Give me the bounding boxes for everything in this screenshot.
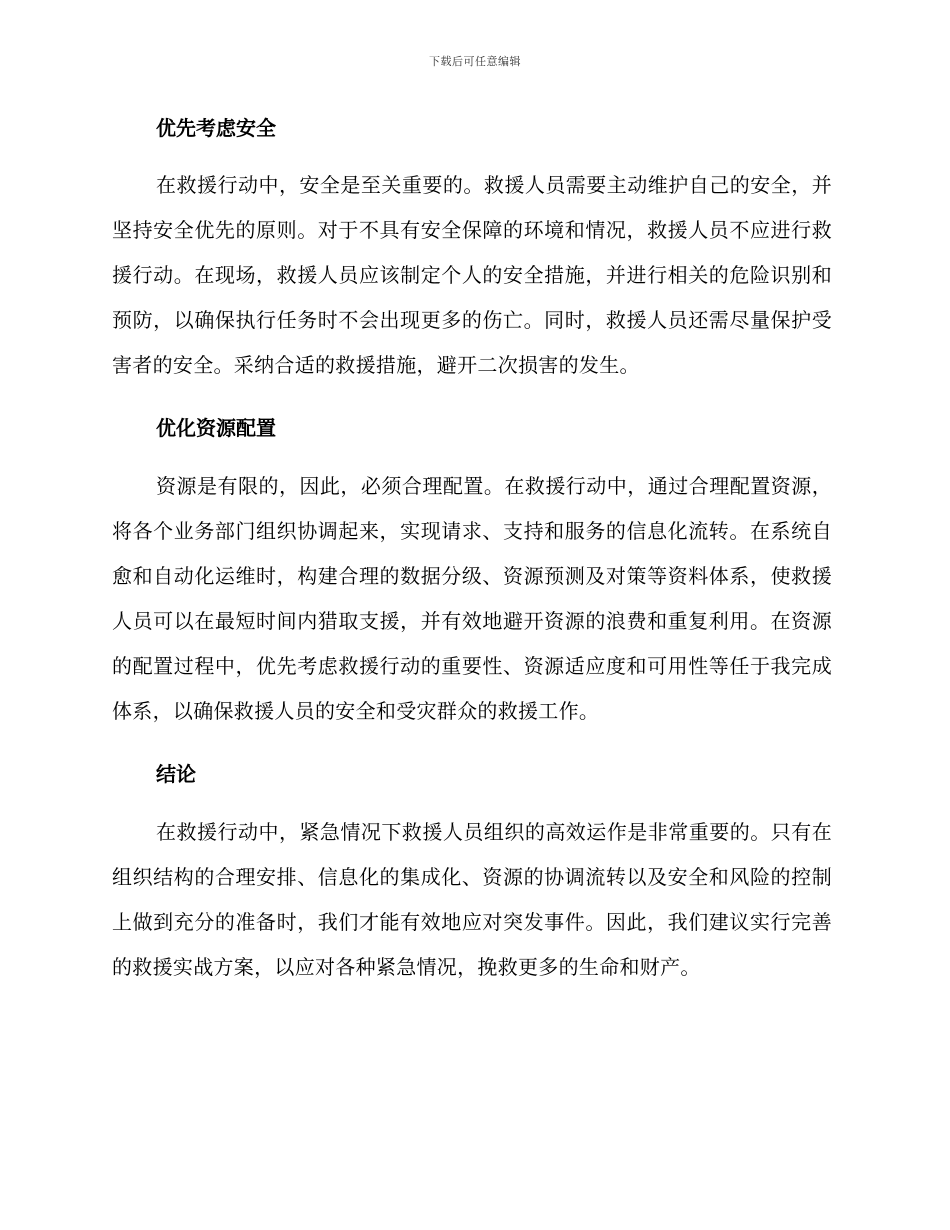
header-note: 下载后可任意编辑 [429, 55, 521, 68]
document-body [112, 110, 832, 990]
section-paragraph-conclusion: 在救援行动中，紧急情况下救援人员组织的高效运作是非常重要的。只有在组织结构的合理安排、信息化的集成化、资源的协调流转以及安全和风险的控制上做到充分的准备时，我们才能有效地应对突发事件。因此，我们建议实行完善的救援实战方案，以应对各种紧急情况，挽救更多的生命和财产。 [112, 820, 832, 979]
section-paragraph-safety: 在救援行动中，安全是至关重要的。救援人员需要主动维护自己的安全，并坚持安全优先的原则。对于不具有安全保障的环境和情况，救援人员不应进行救援行动。在现场，救援人员应该制定个人的安全措施，并进行相关的危险识别和预防，以确保执行任务时不会出现更多的伤亡。同时，救援人员还需尽量保护受害者的安全。采纳合适的救援措施，避开二次损害的发生。 [112, 173, 832, 377]
section-paragraph-resources: 资源是有限的，因此，必须合理配置。在救援行动中，通过合理配置资源，将各个业务部门组织协调起来，实现请求、支持和服务的信息化流转。在系统自愈和自动化运维时，构建合理的数据分级、资源预测及对策等资料体系，使救援人员可以在最短时间内猎取支援，并有效地避开资源的浪费和重复利用。在资源的配置过程中，优先考虑救援行动的重要性、资源适应度和可用性等任于我完成体系，以确保救援人员的安全和受灾群众的救援工作。 [112, 474, 832, 723]
section-heading-resources: 优化资源配置 [156, 416, 276, 440]
section-heading-safety: 优先考虑安全 [156, 116, 276, 140]
section-heading-conclusion: 结论 [156, 762, 196, 786]
